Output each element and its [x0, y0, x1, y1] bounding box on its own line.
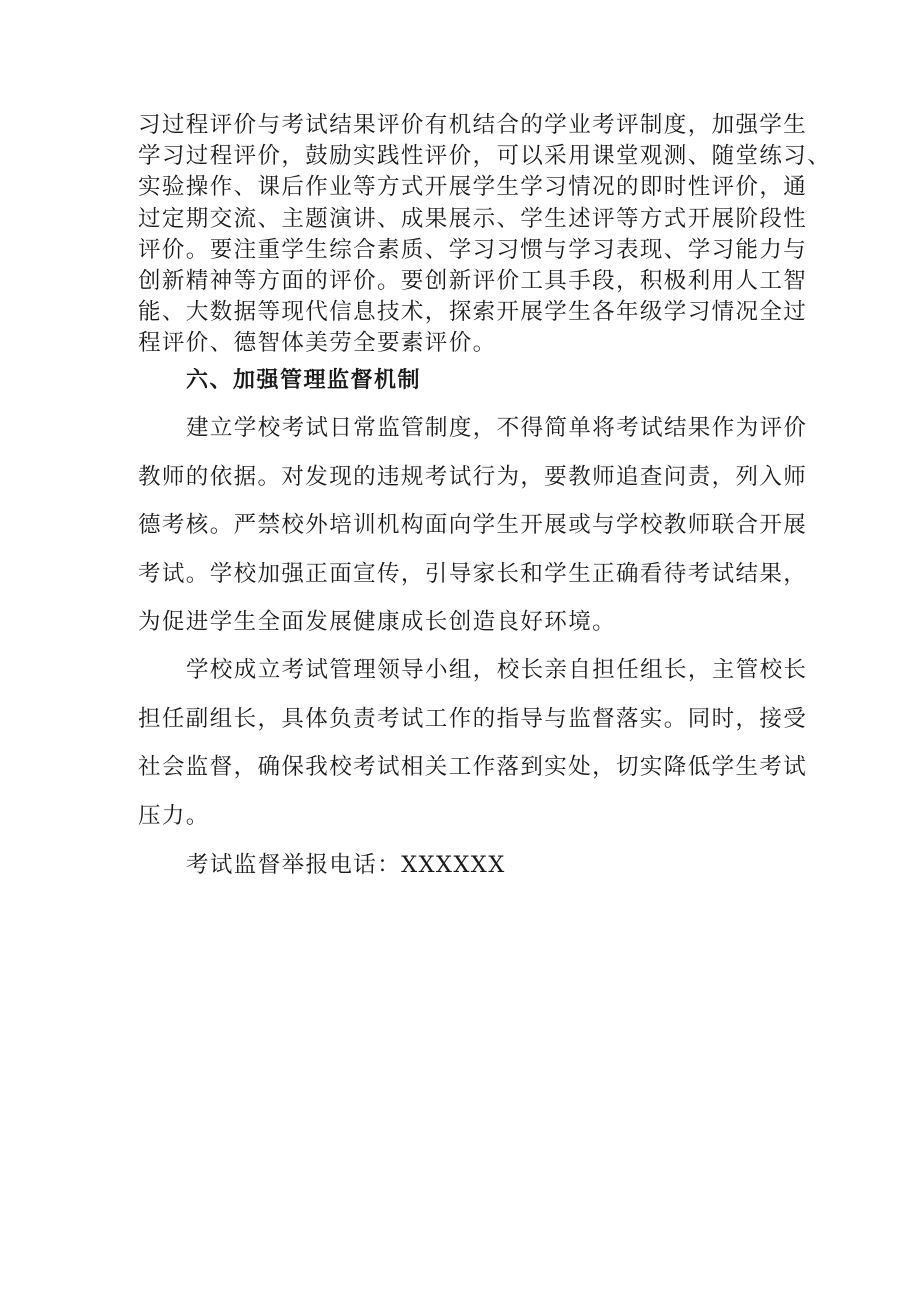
text-line: 担任副组长，具体负责考试工作的指导与监督落实。同时，接受	[138, 705, 808, 732]
text-line: 能、大数据等现代信息技术，探索开展学生各年级学习情况全过	[138, 299, 808, 326]
text-line: 教师的依据。对发现的违规考试行为，要教师追查问责，列入师	[138, 463, 808, 490]
text-line: 为促进学生全面发展健康成长创造良好环境。	[138, 609, 617, 635]
text-line: 过定期交流、主题演讲、成果展示、学生述评等方式开展阶段性	[138, 205, 808, 232]
text-line: 习过程评价与考试结果评价有机结合的学业考评制度，加强学生	[138, 112, 808, 138]
text-line: 压力。	[138, 802, 210, 829]
paragraph-supervision	[138, 404, 808, 647]
text-line: 实验操作、课后作业等方式开展学生学习情况的即时性评价，通	[138, 174, 808, 201]
paragraph-evaluation	[138, 110, 832, 360]
text-line: 社会监督，确保我校考试相关工作落到实处，切实降低学生考试	[138, 754, 808, 780]
text-line: 评价。要注重学生综合素质、学习习惯与学习表现、学习能力与	[138, 236, 808, 263]
section-heading: 六、加强管理监督机制	[186, 368, 422, 393]
text-line: 德考核。严禁校外培训机构面向学生开展或与学校教师联合开展	[138, 512, 808, 538]
text-line: 建立学校考试日常监管制度，不得简单将考试结果作为评价	[186, 415, 808, 441]
paragraph-leadership-group	[138, 646, 808, 840]
text-line: 程评价、德智体美劳全要素评价。	[138, 330, 497, 357]
hotline-text: 考试监督举报电话：XXXXXX	[186, 852, 506, 878]
text-line: 学校成立考试管理领导小组，校长亲自担任组长，主管校长	[186, 657, 808, 683]
text-line: 学习过程评价，鼓励实践性评价，可以采用课堂观测、随堂练习、	[138, 143, 832, 170]
text-line: 创新精神等方面的评价。要创新评价工具手段，积极利用人工智	[138, 268, 808, 295]
text-line: 考试。学校加强正面宣传，引导家长和学生正确看待考试结果，	[138, 560, 808, 587]
